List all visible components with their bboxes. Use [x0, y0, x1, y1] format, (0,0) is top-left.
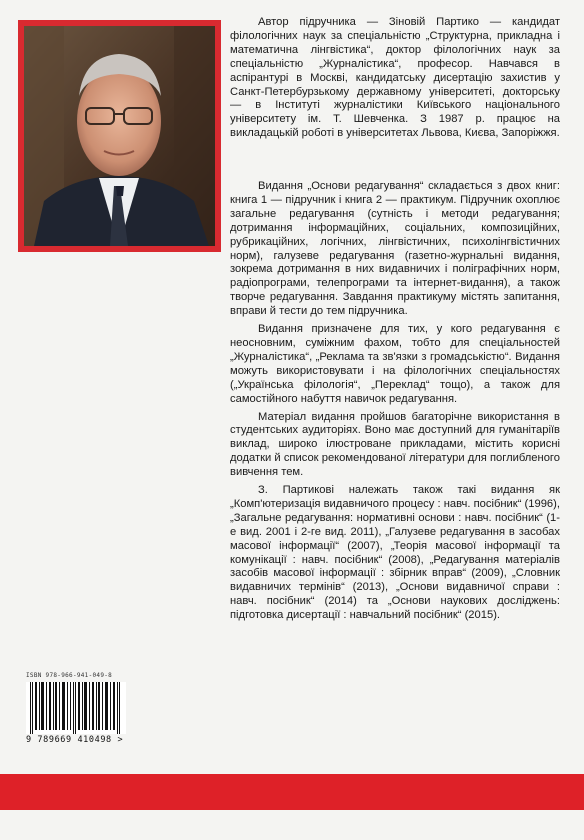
author-photo-frame	[18, 20, 221, 252]
description-paragraph-2: Видання призначене для тих, у кого редагування є неосновним, суміжним фахом, тобто для спеціальностей „Журналістика“, „Реклама та зв'язки з громадськістю“. Видання можуть використовувати і на філологічних спеціальностях („Українська філологія“, „Переклад“ тощо), а також для самостійного набуття навичок редагування.	[230, 323, 560, 405]
barcode-digits: 9 789669 410498 >	[26, 735, 124, 745]
isbn-label: ISBN 978-966-941-049-8	[26, 672, 113, 679]
author-photo	[24, 26, 215, 246]
author-bio-text: Автор підручника — Зіновій Партико — кандидат філологічних наук за спеціальністю „Структурна, прикладна і математична лінгвістика“, доктор філологічних наук за спеціальністю „Журналістика“, професор. Навчався в аспірантурі в Москві, кандидатську дисертацію захистив у Санкт-Петербурзькому державному університеті, докторську — в Інституті журналістики Київського національного університету ім. Т. Шевченка. З 1987 р. працює на викладацькій роботі в університетах Львова, Києва, Запоріжжя.	[230, 16, 560, 140]
description-paragraph-1: Видання „Основи редагування“ складається з двох книг: книга 1 — підручник і книга 2 — практикум. Підручник охоплює загальне редагування (сутність і методи редагування; дотримання інформаційних, соціальних, композиційних, рубрикаційних, логічних, лінгвістичних, психолінгвістичних норм), галузеве редагування (газетно-журнальні видання, зокрема дотримання в них видавничих і поліграфічних норм, радіопрограми, телепрограми та інтернет-видання), а також творче редагування. Завдання практикуму містять запитання, вправи й тести до тем підручника.	[230, 180, 560, 318]
description-paragraph-3: Матеріал видання пройшов багаторічне використання в студентських аудиторіях. Воно має доступний для гуманітаріїв виклад, широко ілюстроване прикладами, містить корисні додатки й список рекомендованої літератури для поглибленого вивчення тем.	[230, 410, 560, 479]
author-bio	[230, 16, 560, 141]
barcode-icon	[26, 682, 126, 734]
isbn-block	[26, 672, 136, 745]
book-description	[230, 180, 560, 623]
red-accent-band	[0, 774, 584, 810]
description-paragraph-4: З. Партикові належать також такі видання як „Комп'ютеризація видавничого процесу : навч. посібник“ (1996), „Загальне редагування: нормативні основи : навч. посібник“ (1-е вид. 2001 і 2-ге вид. 2011), „Галузеве редагування в засобах масової інформації“ (2007), „Теорія масової інформації та комунікації : навч. посібник“ (2008), „Редагування матеріалів засобів масової інформації : збірник вправ“ (2009), „Словник видавничих термінів“ (2013), „Основи видавничої справи : навч. посібник“ (2014) та „Основи наукових досліджень: підготовка дисертації : навчальний посібник“ (2015).	[230, 484, 560, 622]
